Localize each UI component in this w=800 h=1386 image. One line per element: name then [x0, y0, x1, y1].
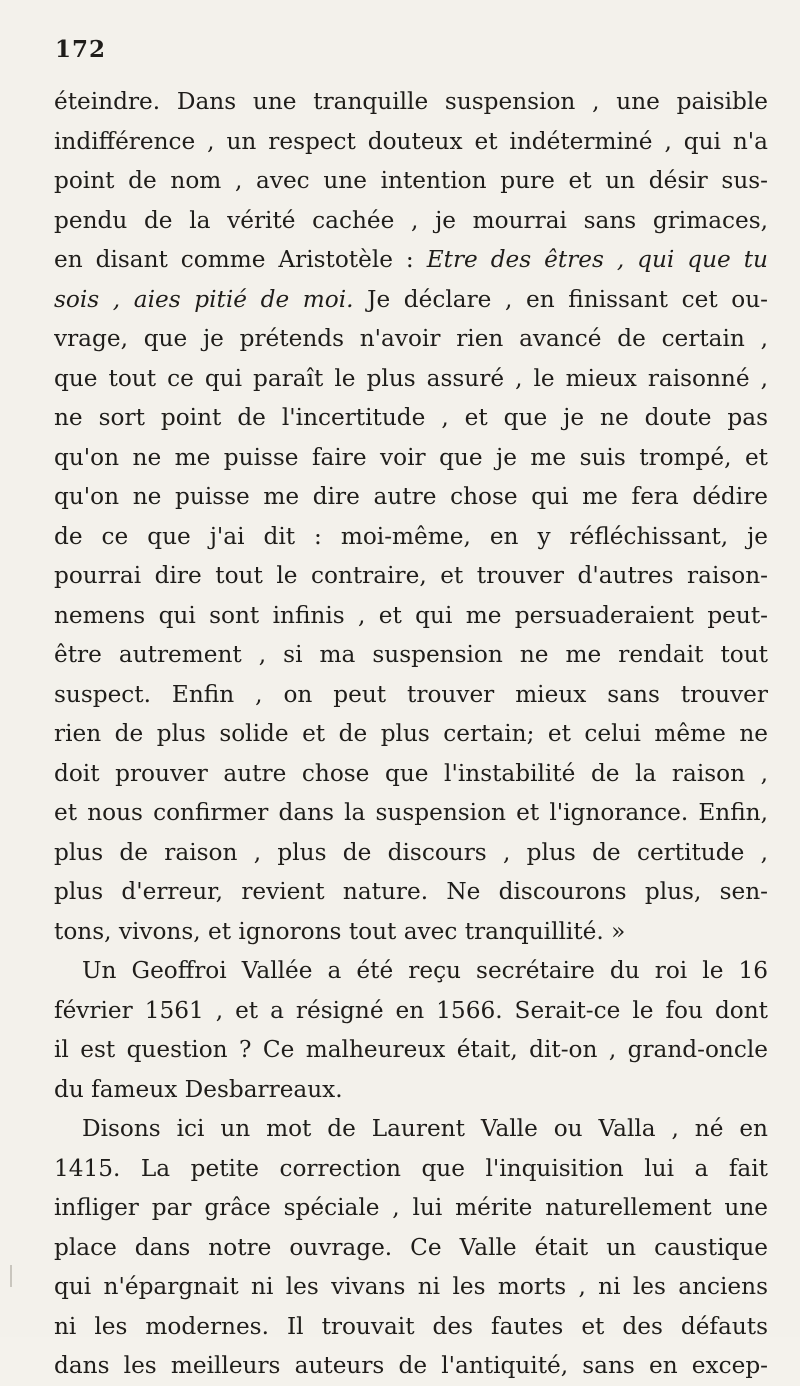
text-line-7: vrage, que je prétends n'avoir rien avancé de certain , — [54, 325, 768, 352]
italic-quote-2: sois , aies pitié de moi. — [54, 285, 354, 313]
text-line-31: qui n'épargnait ni les vivans ni les morts , ni les anciens — [54, 1273, 768, 1300]
text-line-5-start: en disant comme Aristotèle : — [54, 246, 427, 273]
text-line-32: ni les modernes. Il trouvait des fautes et des défauts — [54, 1312, 768, 1340]
text-line-15: être autrement , si ma suspension ne me rendait tout — [54, 641, 768, 668]
text-line-27: Disons ici un mot de Laurent Valle ou Valla , né en — [82, 1115, 768, 1142]
body-text — [54, 82, 768, 1386]
text-line-3: point de nom , avec une intention pure et un désir sus- — [54, 167, 768, 194]
text-line-30: place dans notre ouvrage. Ce Valle était un caustique — [54, 1233, 768, 1261]
text-line-6-rest: Je déclare , en finissant cet ou- — [353, 285, 768, 313]
text-line-19: et nous confirmer dans la suspension et l'ignorance. Enfin, — [54, 799, 768, 826]
text-line-29: infliger par grâce spéciale , lui mérite naturellement une — [54, 1194, 768, 1221]
text-line-11: qu'on ne puisse me dire autre chose qui me fera dédire — [54, 483, 768, 510]
text-line-8: que tout ce qui paraît le plus assuré , le mieux raisonné , — [54, 364, 768, 392]
text-line-13: pourrai dire tout le contraire, et trouver d'autres raison- — [54, 562, 768, 589]
text-line-20: plus de raison , plus de discours , plus de certitude , — [54, 838, 768, 866]
text-line-26: du fameux Desbarreaux. — [54, 1075, 343, 1103]
text-line-18: doit prouver autre chose que l'instabilité de la raison , — [54, 759, 768, 787]
text-line-17: rien de plus solide et de plus certain; et celui même ne — [54, 720, 768, 747]
text-line-23: Un Geoffroi Vallée a été reçu secrétaire du roi le 16 — [82, 957, 768, 984]
text-line-6 — [54, 280, 768, 320]
text-line-21: plus d'erreur, revient nature. Ne discourons plus, sen- — [54, 878, 768, 905]
text-line-24: février 1561 , et a résigné en 1566. Serait-ce le fou dont — [54, 996, 768, 1024]
text-line-1: éteindre. Dans une tranquille suspension , une paisible — [54, 88, 768, 115]
text-line-16: suspect. Enfin , on peut trouver mieux sans trouver — [54, 680, 768, 708]
text-line-10: qu'on ne me puisse faire voir que je me suis trompé, et — [54, 443, 768, 471]
text-line-9: ne sort point de l'incertitude , et que je ne doute pas — [54, 404, 768, 431]
text-line-5 — [54, 240, 768, 280]
italic-quote-1: Etre des êtres , qui que tu — [426, 246, 768, 273]
text-line-4: pendu de la vérité cachée , je mourrai sans grimaces, — [54, 206, 768, 234]
text-line-33: dans les meilleurs auteurs de l'antiquité, sans en excep- — [54, 1352, 768, 1379]
text-line-28: 1415. La petite correction que l'inquisition lui a fait — [54, 1154, 768, 1182]
text-line-2: indifférence , un respect douteux et indéterminé , qui n'a — [54, 127, 768, 155]
text-line-25: il est question ? Ce malheureux était, dit-on , grand-oncle — [54, 1036, 768, 1063]
text-line-22: tons, vivons, et ignorons tout avec tranquillité. » — [54, 917, 626, 945]
text-line-14: nemens qui sont infinis , et qui me persuaderaient peut- — [54, 601, 768, 629]
page-number: 172 — [55, 36, 107, 63]
scan-edge-mark — [10, 1265, 12, 1287]
text-line-12: de ce que j'ai dit : moi-même, en y réfléchissant, je — [54, 522, 768, 550]
